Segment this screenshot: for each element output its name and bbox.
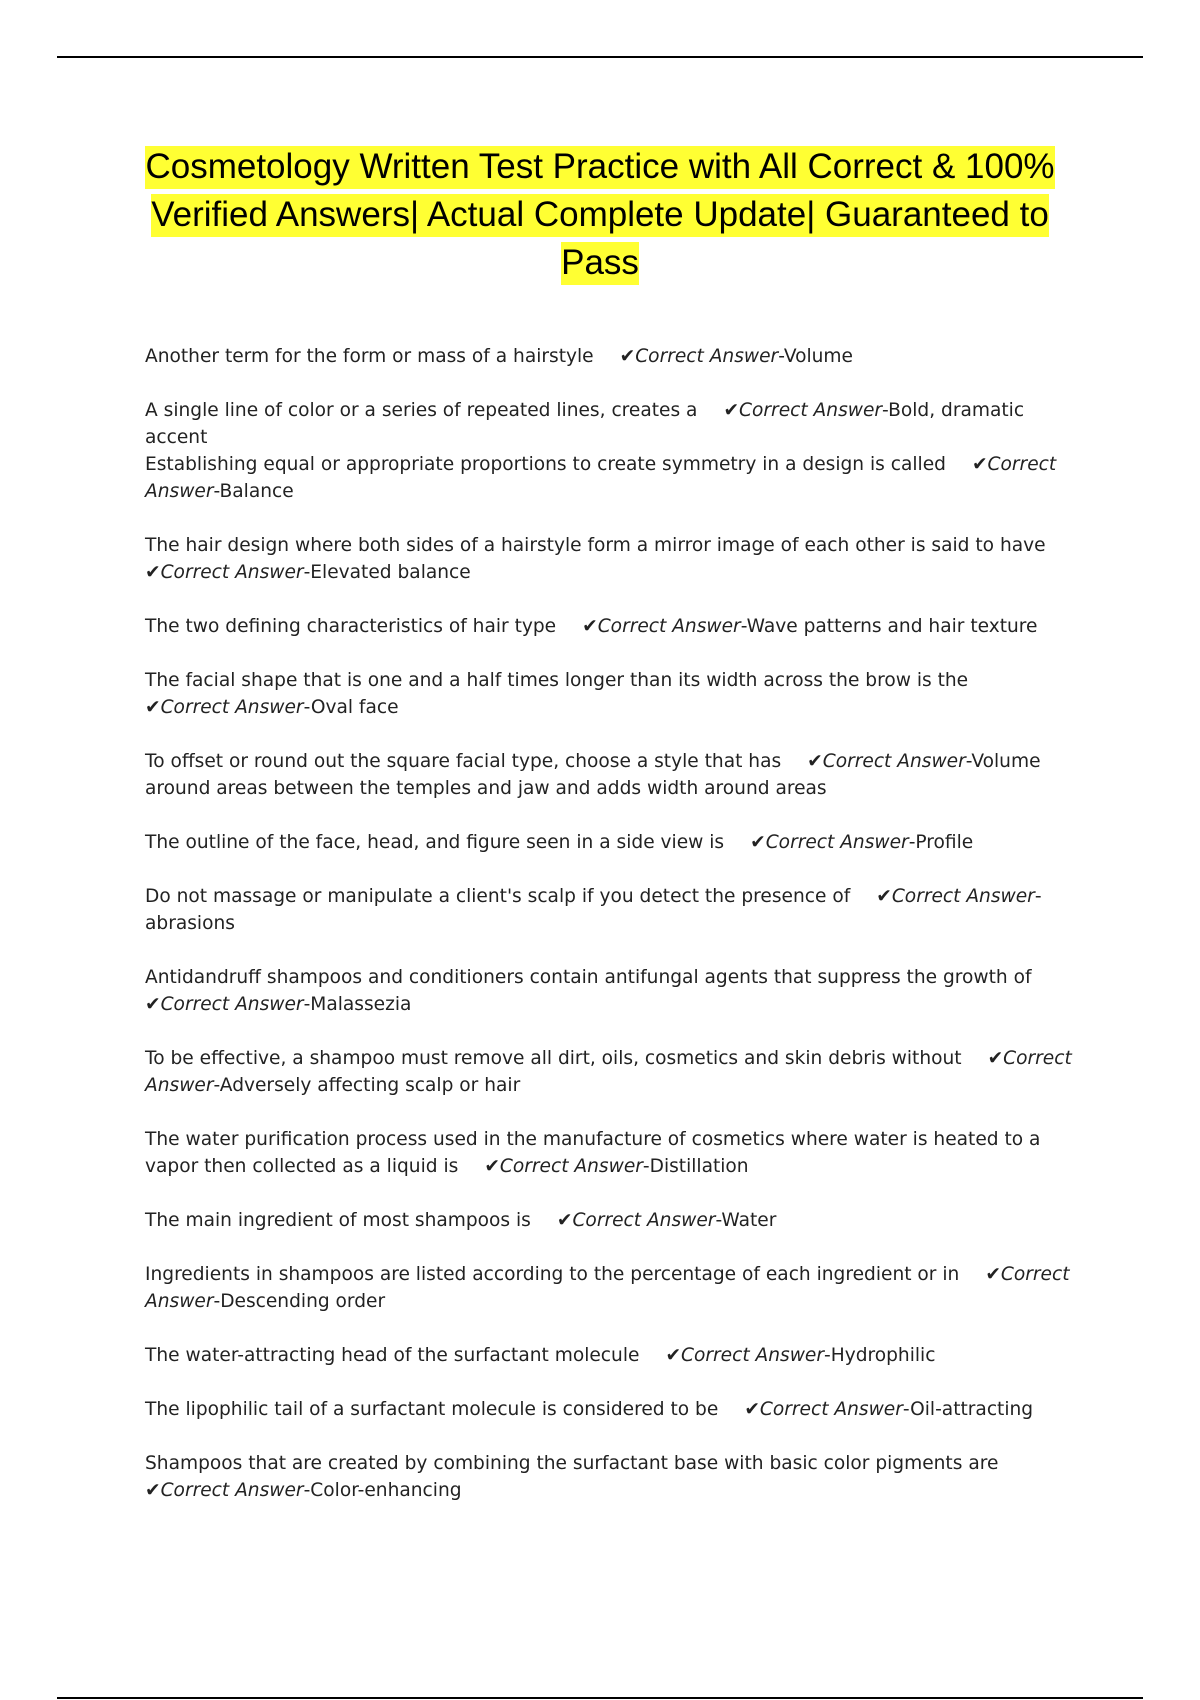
answer: Profile xyxy=(915,832,974,853)
answer-label: ✔Correct Answer xyxy=(145,697,304,718)
answer: Oil-attracting xyxy=(910,1399,1034,1420)
answer-separator: - xyxy=(715,1210,722,1231)
question: The water-attracting head of the surfactant molecule xyxy=(145,1345,640,1366)
answer-label: ✔Correct Answer xyxy=(876,886,1035,907)
answer: Color-enhancing xyxy=(310,1480,462,1501)
answer: Bold, dramatic accent xyxy=(145,400,1025,448)
qa-item-13 xyxy=(145,1207,1075,1234)
qa-item-9 xyxy=(145,883,1075,937)
answer-label: ✔Correct Answer xyxy=(582,616,741,637)
question: The hair design where both sides of a hairstyle form a mirror image of each other is said to have xyxy=(145,535,1046,556)
title-highlight: Cosmetology Written Test Practice with All Correct & 100% Verified Answers| Actual Complete Update| Guaranteed to Pass xyxy=(145,146,1054,285)
qa-item-7 xyxy=(145,748,1075,802)
qa-item-15 xyxy=(145,1342,1075,1369)
answer-separator: - xyxy=(303,1480,311,1501)
answer-separator: - xyxy=(824,1345,831,1366)
qa-item-5 xyxy=(145,613,1075,640)
answer: Elevated balance xyxy=(310,562,471,583)
qa-item-17 xyxy=(145,1450,1075,1504)
answer-label: ✔Correct Answer xyxy=(145,1480,304,1501)
answer-separator: - xyxy=(882,400,889,421)
qa-item-2 xyxy=(145,397,1075,448)
answer: Wave patterns and hair texture xyxy=(746,616,1038,637)
answer-label: ✔Correct Answer xyxy=(484,1156,643,1177)
top-rule xyxy=(57,56,1143,58)
qa-item-8 xyxy=(145,829,1075,856)
answer: Volume xyxy=(783,346,853,367)
qa-item-11 xyxy=(145,1045,1075,1099)
answer-separator: - xyxy=(902,1399,911,1420)
qa-item-6 xyxy=(145,667,1075,721)
answer-separator: - xyxy=(303,697,311,718)
answer-separator: - xyxy=(303,562,311,583)
qa-list xyxy=(145,343,1075,1531)
answer-separator: - xyxy=(642,1156,650,1177)
answer-label: ✔Correct Answer xyxy=(744,1399,903,1420)
question: Shampoos that are created by combining the surfactant base with basic color pigments are xyxy=(145,1453,999,1474)
answer-label: ✔Correct Answer xyxy=(723,400,883,421)
qa-item-10 xyxy=(145,964,1075,1018)
answer-label: ✔Correct Answer xyxy=(619,346,779,367)
question: To offset or round out the square facial type, choose a style that has xyxy=(145,751,782,772)
question: Do not massage or manipulate a client's scalp if you detect the presence of xyxy=(145,886,851,907)
answer-separator: - xyxy=(965,751,972,772)
answer-separator: - xyxy=(740,616,747,637)
answer-separator: - xyxy=(908,832,916,853)
answer: Malassezia xyxy=(310,994,412,1015)
answer: Hydrophilic xyxy=(830,1345,936,1366)
answer: Descending order xyxy=(220,1291,386,1312)
answer-separator: - xyxy=(213,1291,221,1312)
answer: Balance xyxy=(219,481,294,502)
question: Establishing equal or appropriate proportions to create symmetry in a design is called xyxy=(145,454,946,475)
answer-label: ✔Correct Answer xyxy=(807,751,966,772)
question: Ingredients in shampoos are listed according to the percentage of each ingredient or in xyxy=(145,1264,960,1285)
answer-label: ✔Correct Answer xyxy=(145,1264,1070,1312)
qa-item-3 xyxy=(145,451,1075,505)
answer-label: ✔Correct Answer xyxy=(556,1210,716,1231)
qa-item-1 xyxy=(145,343,1075,370)
answer-label: ✔Correct Answer xyxy=(665,1345,825,1366)
question: To be effective, a shampoo must remove all dirt, oils, cosmetics and skin debris without xyxy=(145,1048,962,1069)
answer-label: ✔Correct Answer xyxy=(750,832,909,853)
answer-label: ✔Correct Answer xyxy=(145,562,304,583)
answer: Volume around areas between the temples and jaw and adds width around areas xyxy=(145,751,1041,799)
document-title xyxy=(120,143,1080,287)
answer: Oval face xyxy=(310,697,399,718)
qa-item-14 xyxy=(145,1261,1075,1315)
question: Another term for the form or mass of a hairstyle xyxy=(145,346,594,367)
question: The main ingredient of most shampoos is xyxy=(145,1210,531,1231)
answer: Adversely affecting scalp or hair xyxy=(219,1075,521,1096)
question: The outline of the face, head, and figure seen in a side view is xyxy=(145,832,725,853)
qa-item-12 xyxy=(145,1126,1075,1180)
answer-label: ✔Correct Answer xyxy=(145,454,1057,502)
answer-label: ✔Correct Answer xyxy=(145,1048,1072,1096)
question: Antidandruff shampoos and conditioners contain antifungal agents that suppress the growth of xyxy=(145,967,1032,988)
answer-separator: - xyxy=(303,994,311,1015)
answer-separator: - xyxy=(213,1075,220,1096)
qa-item-16 xyxy=(145,1396,1075,1423)
question: The lipophilic tail of a surfactant molecule is considered to be xyxy=(145,1399,719,1420)
answer: Water xyxy=(721,1210,777,1231)
answer: abrasions xyxy=(145,913,235,934)
answer: Distillation xyxy=(649,1156,749,1177)
answer-separator: - xyxy=(778,346,784,367)
question: The facial shape that is one and a half times longer than its width across the brow is the xyxy=(145,670,969,691)
bottom-rule xyxy=(57,1697,1143,1699)
question: A single line of color or a series of repeated lines, creates a xyxy=(145,400,698,421)
answer-label: ✔Correct Answer xyxy=(145,994,304,1015)
answer-separator: - xyxy=(213,481,220,502)
qa-item-4 xyxy=(145,532,1075,586)
answer-separator: - xyxy=(1034,886,1042,907)
question: The two defining characteristics of hair type xyxy=(145,616,557,637)
question: The water purification process used in the manufacture of cosmetics where water is heated to a vapor then collected as a liquid is xyxy=(145,1129,1041,1177)
